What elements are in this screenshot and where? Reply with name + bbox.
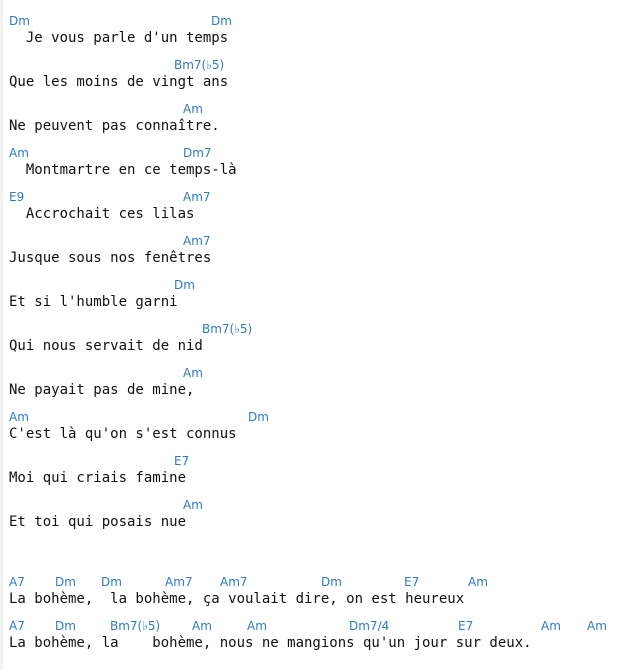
chord: Am <box>192 619 212 633</box>
chord: A7 <box>9 619 25 633</box>
lyric-line: C'est là qu'on s'est connus <box>9 426 237 442</box>
chord: Am <box>247 619 267 633</box>
chord: Dm7/4 <box>349 619 390 633</box>
chord: Am7 <box>183 190 211 204</box>
lyric-line: Accrochait ces lilas <box>9 206 195 222</box>
chord: Am <box>587 619 607 633</box>
chord: Am <box>541 619 561 633</box>
chord: Am <box>183 498 203 512</box>
chord: Am <box>9 410 29 424</box>
chord: Am <box>468 575 488 589</box>
chord: Am <box>183 366 203 380</box>
chord: Dm <box>211 14 232 28</box>
chord: E7 <box>458 619 474 633</box>
lyric-line: Qui nous servait de nid <box>9 338 203 354</box>
chord: Am <box>9 146 29 160</box>
chord: E7 <box>404 575 420 589</box>
chord: Dm <box>248 410 269 424</box>
chord: E7 <box>174 454 190 468</box>
chord: Bm7(♭5) <box>202 322 253 336</box>
lyric-line: Montmartre en ce temps-là <box>9 162 237 178</box>
chord: Am7 <box>165 575 193 589</box>
lyric-line: Jusque sous nos fenêtres <box>9 250 212 266</box>
lyric-line: Et toi qui posais nue <box>9 514 187 530</box>
lyric-line: La bohème, la bohème, ça voulait dire, on est heureux <box>9 591 465 607</box>
chord: Dm <box>55 619 76 633</box>
lyric-line: Et si l'humble garni <box>9 294 178 310</box>
lyric-line: La bohème, la bohème, nous ne mangions qu'un jour sur deux. <box>9 635 532 651</box>
chord: Dm <box>321 575 342 589</box>
left-edge <box>0 0 3 669</box>
chord: Dm <box>174 278 195 292</box>
chord: Dm <box>9 14 30 28</box>
lyric-line: Je vous parle d'un temps <box>9 30 229 46</box>
lyric-line: Que les moins de vingt ans <box>9 74 229 90</box>
lyric-line: Moi qui criais famine <box>9 470 187 486</box>
lyric-line: Ne peuvent pas connaître. <box>9 118 220 134</box>
chord: Dm7 <box>183 146 212 160</box>
chord: Am <box>183 102 203 116</box>
chord: A7 <box>9 575 25 589</box>
chord: Bm7(♭5) <box>110 619 161 633</box>
chord: Dm <box>101 575 122 589</box>
chord: Am7 <box>183 234 211 248</box>
lyric-line: Ne payait pas de mine, <box>9 382 195 398</box>
chord: E9 <box>9 190 25 204</box>
chord: Am7 <box>220 575 248 589</box>
chord: Dm <box>55 575 76 589</box>
chord: Bm7(♭5) <box>174 58 225 72</box>
